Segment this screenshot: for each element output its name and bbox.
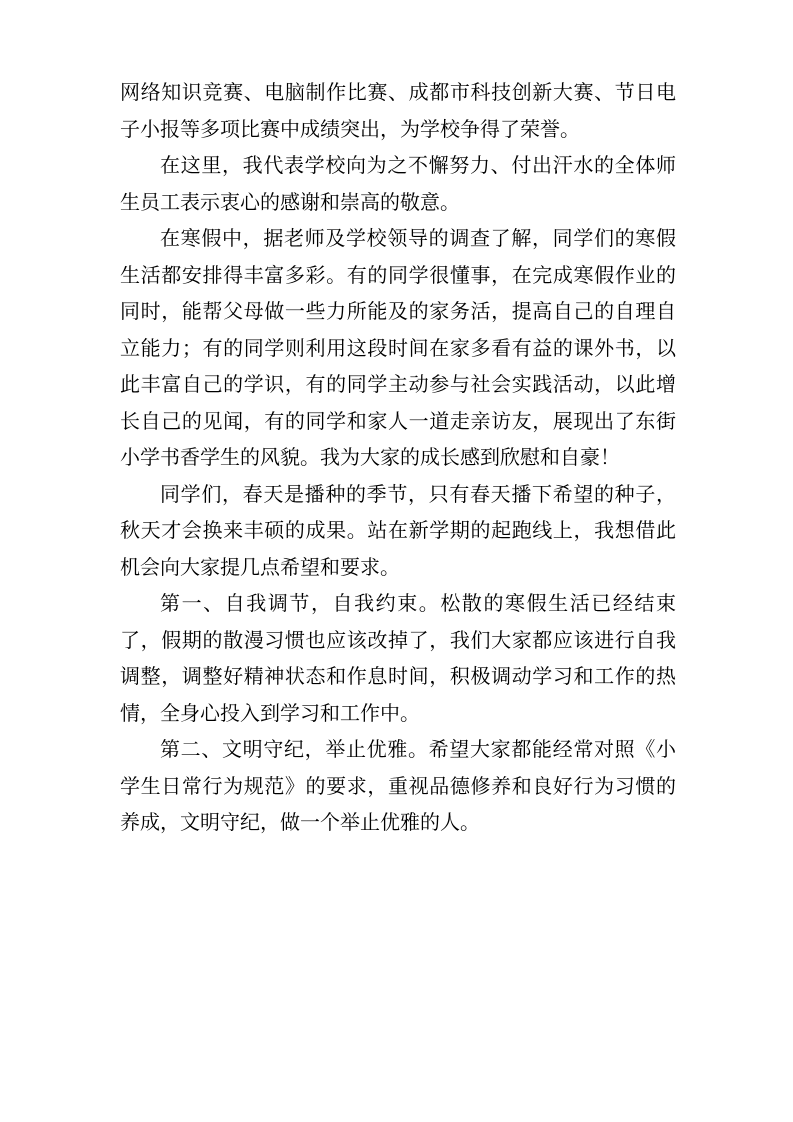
- paragraph-point-one: 第一、自我调节，自我约束。松散的寒假生活已经结束了，假期的散漫习惯也应该改掉了，我们大家都应该进行自我调整，调整好精神状态和作息时间，积极调动学习和工作的热情，全身心投入到学习和工作中。: [120, 591, 676, 725]
- paragraph-continued: 网络知识竞赛、电脑制作比赛、成都市科技创新大赛、节日电子小报等多项比赛中成绩突出，为学校争得了荣誉。: [120, 80, 676, 141]
- paragraph-spring: 同学们，春天是播种的季节，只有春天播下希望的种子，秋天才会换来丰硕的成果。站在新学期的起跑线上，我想借此机会向大家提几点希望和要求。: [120, 481, 676, 579]
- paragraph-point-two: 第二、文明守纪，举止优雅。希望大家都能经常对照《小学生日常行为规范》的要求，重视品德修养和良好行为习惯的养成，文明守纪，做一个举止优雅的人。: [120, 737, 676, 834]
- paragraph-thanks: 在这里，我代表学校向为之不懈努力、付出汗水的全体师生员工表示衷心的感谢和崇高的敬意。: [120, 153, 676, 214]
- paragraph-winter-break: 在寒假中，据老师及学校领导的调查了解，同学们的寒假生活都安排得丰富多彩。有的同学很懂事，在完成寒假作业的同时，能帮父母做一些力所能及的家务活，提高自己的自理自立能力；有的同学则利用这段时间在家多看有益的课外书，以此丰富自己的学识，有的同学主动参与社会实践活动，以此增长自己的见闻，有的同学和家人一道走亲访友，展现出了东街小学书香学生的风貌。我为大家的成长感到欣慰和自豪！: [120, 226, 676, 469]
- document-body: [120, 74, 676, 841]
